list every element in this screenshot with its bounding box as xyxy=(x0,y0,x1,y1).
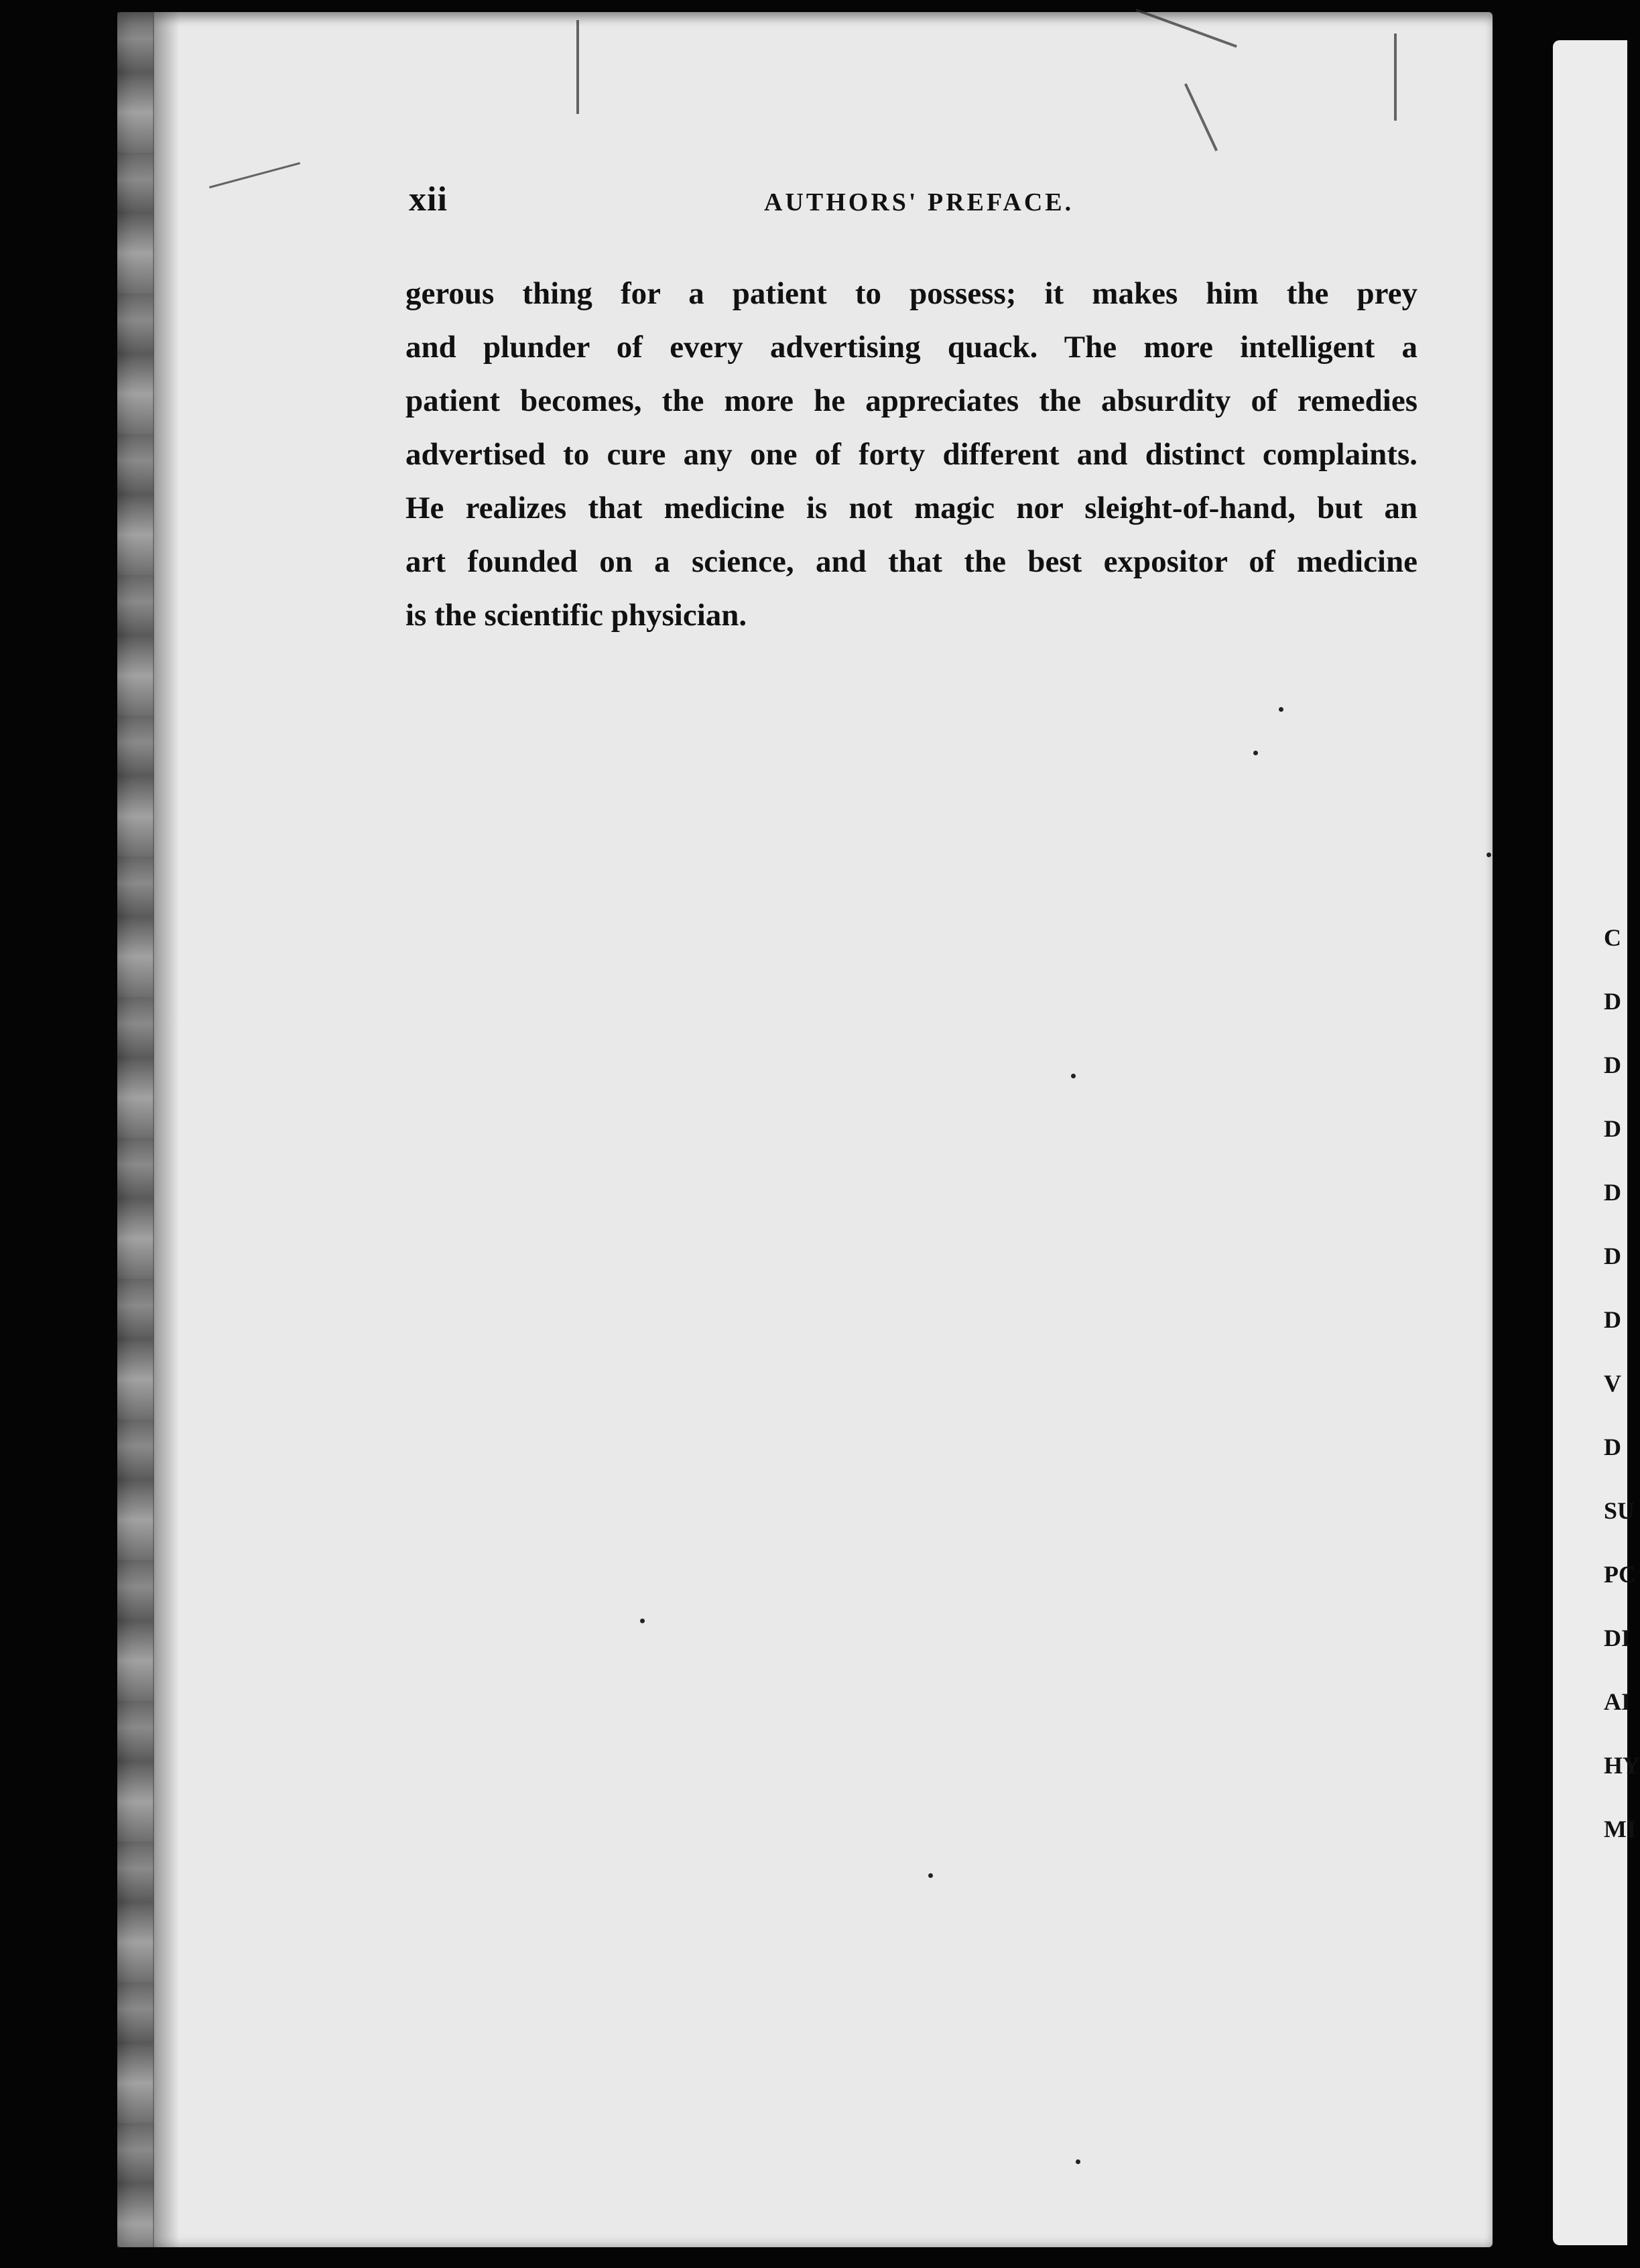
paper-crack xyxy=(576,20,579,114)
scan-speck xyxy=(1253,751,1258,755)
text-line: and plunder of every advertising quack. The more intelligent a xyxy=(405,330,1417,365)
facing-page-fragment: SU xyxy=(1604,1497,1635,1524)
body-paragraph xyxy=(405,267,1417,642)
text-line: patient becomes, the more he appreciates the absurdity of remedies xyxy=(405,383,1417,418)
facing-page-fragment: DI xyxy=(1604,1625,1631,1651)
page-number: xii xyxy=(409,180,448,218)
facing-page-fragment: C xyxy=(1604,924,1621,951)
scan-speck xyxy=(1076,2159,1080,2164)
text-line: He realizes that medicine is not magic nor sleight-of-hand, but an xyxy=(405,491,1417,525)
text-line: is the scientific physician. xyxy=(405,598,747,633)
facing-page-fragment: D xyxy=(1604,1434,1621,1460)
facing-page-fragment: D xyxy=(1604,988,1621,1015)
facing-page-fragment: PC xyxy=(1604,1561,1636,1588)
scan-speck xyxy=(928,1873,933,1878)
facing-page-fragment: D xyxy=(1604,1243,1621,1269)
facing-page-fragment: D xyxy=(1604,1115,1621,1142)
scan-speck xyxy=(640,1619,645,1623)
facing-page-fragment: MI xyxy=(1604,1816,1636,1842)
facing-page-fragment: HY xyxy=(1604,1752,1640,1779)
book-gutter xyxy=(1493,0,1553,2268)
facing-page-fragment: D xyxy=(1604,1179,1621,1206)
scan-speck xyxy=(1487,853,1491,857)
facing-page-fragment: D xyxy=(1604,1306,1621,1333)
facing-page-fragment: AI xyxy=(1604,1688,1631,1715)
text-line: advertised to cure any one of forty different and distinct complaints. xyxy=(405,437,1417,472)
running-head: AUTHORS' PREFACE. xyxy=(764,188,1074,216)
left-page-worn-edge xyxy=(117,12,154,2247)
facing-page-fragment: V xyxy=(1604,1370,1621,1397)
left-page-edge-shadow xyxy=(153,12,180,2247)
scan-speck xyxy=(1071,1074,1076,1078)
facing-page-fragment: D xyxy=(1604,1052,1621,1078)
text-line: art founded on a science, and that the best expositor of medicine xyxy=(405,544,1417,579)
paper-crack xyxy=(1394,34,1397,121)
text-line: gerous thing for a patient to possess; it makes him the prey xyxy=(405,276,1417,311)
facing-page-contents-fragment xyxy=(1604,906,1640,1861)
scan-speck xyxy=(1279,707,1283,712)
